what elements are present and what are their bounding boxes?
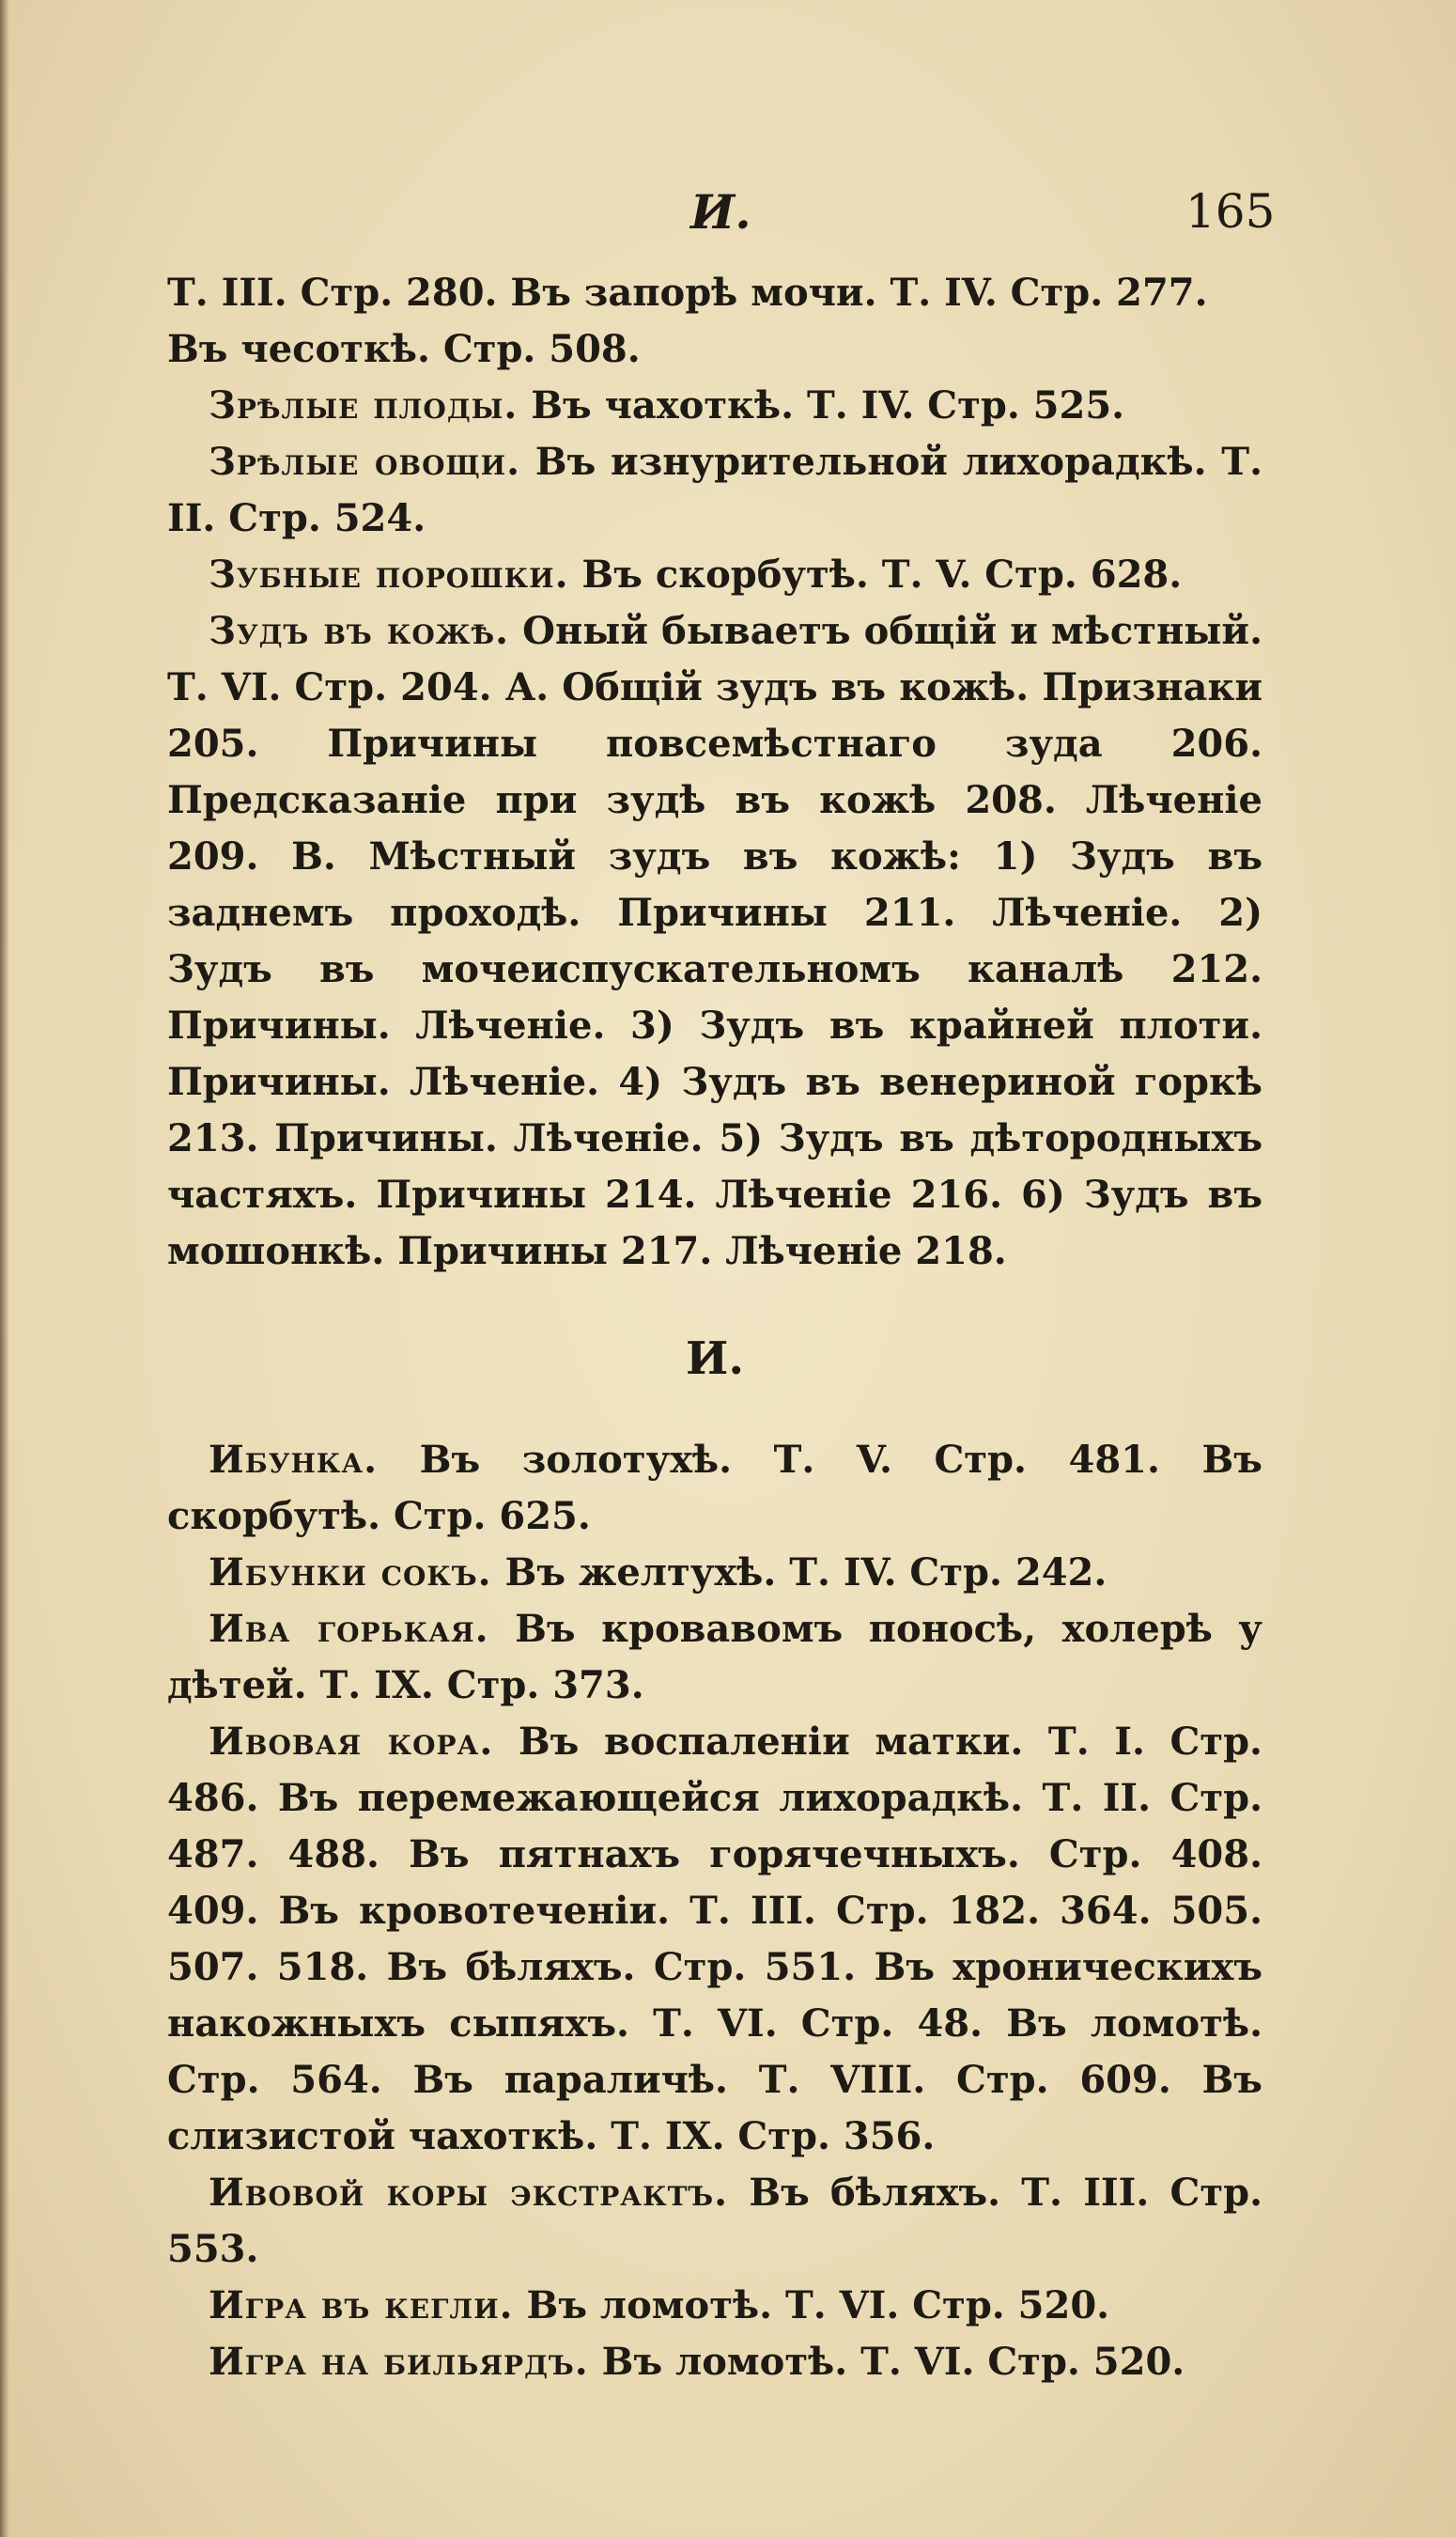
entry-text: Въ ломотѣ. Т. VI. Стр. 520. xyxy=(588,2340,1185,2384)
index-entry xyxy=(167,1714,1262,2165)
entry-heading: Ива горькая. xyxy=(209,1607,489,1651)
entry-text: Въ изнурительной лихорадкѣ. Т. II. Стр. 524. xyxy=(167,440,1262,540)
entry-heading: Ивовой коры экстрактъ. xyxy=(209,2171,729,2215)
entry-heading: Зрѣлые овощи. xyxy=(209,440,521,484)
page-spine-shadow xyxy=(0,0,9,2537)
entry-text: Въ воспаленіи матки. Т. I. Стр. 486. Въ перемежающейся лихорадкѣ. Т. II. Стр. 487. 488. Въ пятнахъ горячечныхъ. Стр. 408. 409. Въ кровотеченіи. Т. III. Стр. 182. 364. 505. 507. 518. Въ бѣляхъ. Стр. 551. Въ хроническихъ накожныхъ сыпяхъ. Т. VI. Стр. 48. Въ ломотѣ. Стр. 564. Въ параличѣ. Т. VIII. Стр. 609. Въ слизистой чахоткѣ. Т. IX. Стр. 356. xyxy=(167,1720,1262,2158)
index-entry xyxy=(167,2278,1262,2334)
entry-text: Въ чахоткѣ. Т. IV. Стр. 525. xyxy=(518,383,1125,428)
index-entry xyxy=(167,2334,1262,2390)
entry-heading: Зудъ въ кожѣ. xyxy=(209,609,510,653)
entry-heading: Игра на бильярдъ. xyxy=(209,2340,589,2384)
index-entry xyxy=(167,378,1262,434)
entry-text: Въ скорбутѣ. Т. V. Стр. 628. xyxy=(568,553,1183,597)
entry-text: Въ бѣляхъ. Т. III. Стр. 553. xyxy=(167,2171,1262,2271)
index-entry xyxy=(167,547,1262,603)
entry-text: Въ ломотѣ. Т. VI. Стр. 520. xyxy=(513,2283,1110,2327)
continued-text-line: Въ чесоткѣ. Стр. 508. xyxy=(167,327,641,371)
entry-heading: Ибунка. xyxy=(209,1438,379,1482)
page-header xyxy=(0,184,1456,250)
index-entry xyxy=(167,603,1262,1280)
index-entry xyxy=(167,434,1262,547)
entry-heading: Игра въ кегли. xyxy=(209,2283,514,2327)
entry-text: Въ кровавомъ поносѣ, холерѣ у дѣтей. Т. IX. Стр. 373. xyxy=(167,1607,1262,1707)
running-head: И. xyxy=(690,184,751,240)
entry-heading: Зрѣлые плоды. xyxy=(209,383,519,428)
index-entry xyxy=(167,2165,1262,2278)
entry-heading: Ибунки сокъ. xyxy=(209,1550,492,1595)
section-heading: И. xyxy=(685,1332,745,1385)
entry-heading: Ивовая кора. xyxy=(209,1720,494,1764)
entry-text: Въ золотухѣ. Т. V. Стр. 481. Въ скорбутѣ. Стр. 625. xyxy=(167,1438,1262,1538)
index-entry xyxy=(167,1601,1262,1714)
index-entry xyxy=(167,1545,1262,1601)
continued-text-line: Т. III. Стр. 280. Въ запорѣ мочи. Т. IV. Стр. 277. xyxy=(167,271,1208,315)
entry-text: Оный бываетъ общій и мѣстный. Т. VI. Стр. 204. А. Общій зудъ въ кожѣ. Признаки 205. Причины повсемѣстнаго зуда 206. Предсказаніе при зудѣ въ кожѣ 208. Лѣченіе 209. В. Мѣстный зудъ въ кожѣ: 1) Зудъ въ заднемъ проходѣ. Причины 211. Лѣченіе. 2) Зудъ въ мочеиспускательномъ каналѣ 212. Причины. Лѣченіе. 3) Зудъ въ крайней плоти. Причины. Лѣченіе. 4) Зудъ въ венериной горкѣ 213. Причины. Лѣченіе. 5) Зудъ въ дѣтородныхъ частяхъ. Причины 214. Лѣченіе 216. 6) Зудъ въ мошонкѣ. Причины 217. Лѣченіе 218. xyxy=(167,609,1263,1273)
entry-text: Въ желтухѣ. Т. IV. Стр. 242. xyxy=(491,1550,1107,1595)
entry-heading: Зубные порошки. xyxy=(209,553,569,597)
index-entry xyxy=(167,1432,1262,1545)
page-body xyxy=(167,265,1262,2390)
page-number: 165 xyxy=(1185,184,1276,239)
